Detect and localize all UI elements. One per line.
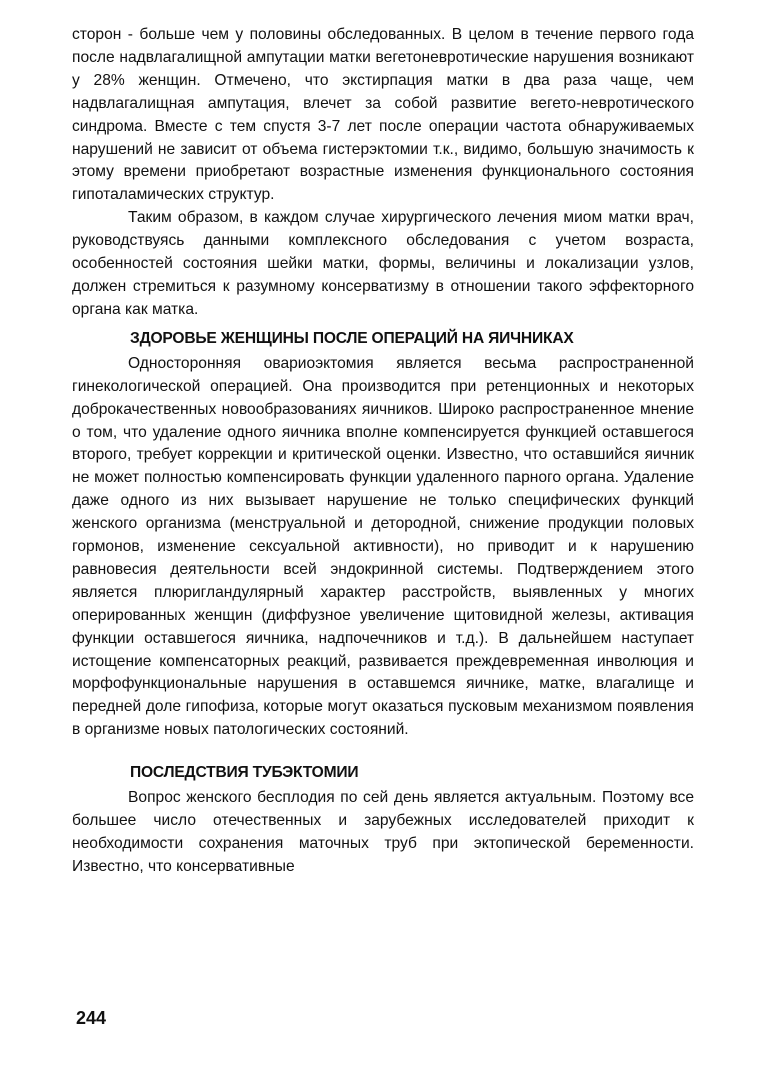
paragraph-ovariectomy: Односторонняя овариоэктомия является весьма распространенной гинекологической операцией. Она производится при ретенционных и некоторых доброкачественных новообразованиях яичников. Широко распространенное мнение о том, что удаление одного яичника вполне компенсируется функцией оставшегося второго, требует коррекции и критической оценки. Известно, что оставшийся яичник не может полностью компенсировать функции удаленного парного органа. Удаление даже одного из них вызывает нарушение не только специфических функций женского организма (менструальной и детородной, снижение продукции половых гормонов, изменение сексуальной активности), но приводит и к нарушению равновесия деятельности всей эндокринной системы. Подтверждением этого является плюригландулярный характер расстройств, выявленных у многих оперированных женщин (диффузное увеличение щитовидной железы, активация функции оставшегося яичника, надпочечников и т.д.). В дальнейшем наступает истощение компенсаторных реакций, развивается преждевременная инволюция и морфофункциональные нарушения в оставшемся яичнике, матке, влагалище и передней доле гипофиза, которые могут оказаться пусковым механизмом появления в организме новых патологических состояний. [72,354,694,739]
section-heading-tubectomy: ПОСЛЕДСТВИЯ ТУБЭКТОМИИ [130,764,359,782]
paragraph-continuation: сторон - больше чем у половины обследованных. В целом в течение первого года после надвлагалищной ампутации матки вегетоневротические нарушения возникают у 28% женщин. Отмечено, что экстирпация матки в два раза чаще, чем надвлагалищная ампутация, влечет за собой развитие вегето-невротического синдрома. Вместе с тем спустя 3-7 лет после операции частота обнаруживаемых нарушений не зависит от объема гистерэктомии т.к., видимо, большую значимость к этому времени приобретают возрастные изменения функционального состояния гипоталамических структур. [72,26,694,204]
page-number: 244 [76,1008,107,1028]
paragraph-conclusion: Таким образом, в каждом случае хирургического лечения миом матки врач, руководствуясь данными комплексного обследования с учетом возраста, особенностей состояния шейки матки, формы, величины и локализации узлов, должен стремиться к разумному консерватизму в отношении такого эффекторного органа как матка. [72,209,694,318]
section-heading-ovaries: ЗДОРОВЬЕ ЖЕНЩИНЫ ПОСЛЕ ОПЕРАЦИЙ НА ЯИЧНИКАХ [130,329,574,347]
document-page [72,24,694,879]
paragraph-tubectomy: Вопрос женского бесплодия по сей день является актуальным. Поэтому все большее число отечественных и зарубежных исследователей приходит к необходимости сохранения маточных труб при эктопической беременности. Известно, что консервативные [72,789,694,875]
